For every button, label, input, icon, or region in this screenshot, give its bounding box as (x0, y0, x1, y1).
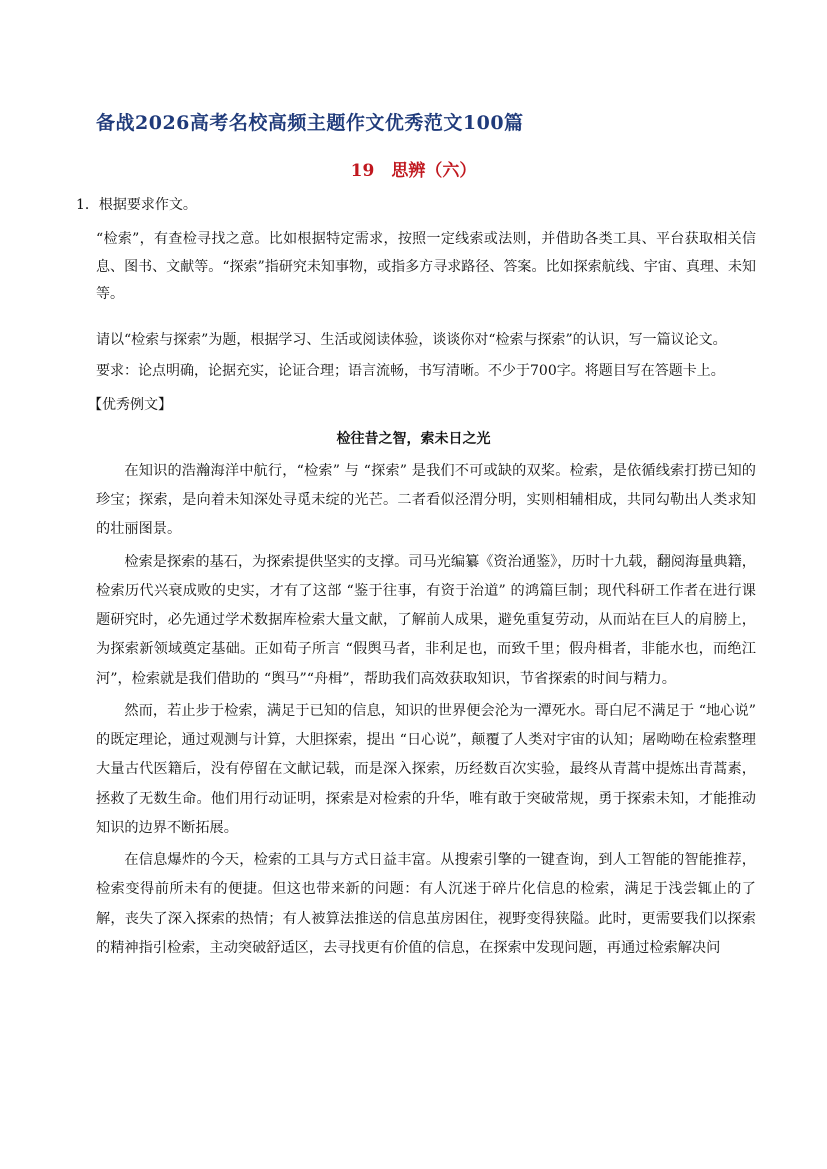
essay-paragraph: 在知识的浩瀚海洋中航行，“检索” 与 “探索” 是我们不可或缺的双桨。检索，是依循线索打捞已知的珍宝；探索，是向着未知深处寻觅未绽的光芒。二者看似泾渭分明，实则相辅相成，共同勾勒出人类求知的壮丽图景。 (96, 463, 756, 538)
essay-paragraph: 在信息爆炸的今天，检索的工具与方式日益丰富。从搜索引擎的一键查询，到人工智能的智能推荐，检索变得前所未有的便捷。但这也带来新的问题：有人沉迷于碎片化信息的检索，满足于浅尝辄止的了解，丧失了深入探索的热情；有人被算法推送的信息茧房困住，视野变得狭隘。此时，更需要我们以探索的精神指引检索，主动突破舒适区，去寻找更有价值的信息，在探索中发现问题，再通过检索解决问 (96, 852, 756, 956)
question-number-line: 1．根据要求作文。 (76, 197, 197, 213)
question-intro (96, 226, 756, 309)
series-title: 备战2026高考名校高频主题作文优秀范文100篇 (96, 112, 524, 134)
essay-paragraph: 检索是探索的基石，为探索提供坚实的支撑。司马光编纂《资治通鉴》，历时十九载，翻阅海量典籍，检索历代兴衰成败的史实，才有了这部 “鉴于往事，有资于治道” 的鸿篇巨制；现代科研工作者在进行课题研究时，必先通过学术数据库检索大量文献，了解前人成果，避免重复劳动，从而站在巨人的肩膀上，为探索新领域奠定基础。正如荀子所言 “假舆马者，非利足也，而致千里；假舟楫者，非能水也，而绝江河”，检索就是我们借助的 “舆马”“舟楫”，帮助我们高效获取知识，节省探索的时间与精力。 (96, 553, 756, 687)
question-requirement: 要求：论点明确，论据充实，论证合理；语言流畅，书写清晰。不少于700字。将题目写在答题卡上。 (96, 363, 725, 379)
question-instruction: 请以“检索与探索”为题，根据学习、生活或阅读体验，谈谈你对“检索与探索”的认识，写一篇议论文。 (96, 332, 727, 348)
essay-paragraph: 然而，若止步于检索，满足于已知的信息，知识的世界便会沦为一潭死水。哥白尼不满足于 “地心说” 的既定理论，通过观测与计算，大胆探索，提出 “日心说”，颠覆了人类对宇宙的认知；屠呦呦在检索整理大量古代医籍后，没有停留在文献记载，而是深入探索，历经数百次实验，最终从青蒿中提炼出青蒿素，拯救了无数生命。他们用行动证明，探索是对检索的升华，唯有敢于突破常规，勇于探索未知，才能推动知识的边界不断拓展。 (96, 703, 756, 836)
essay-title: 检往昔之智，索未日之光 (336, 431, 491, 447)
question-intro-text: “检索”，有查检寻找之意。比如根据特定需求，按照一定线索或法则，并借助各类工具、平台获取相关信息、图书、文献等。“探索”指研究未知事物，或指多方寻求路径、答案。比如探索航线、宇宙、真理、未知等。 (96, 231, 756, 302)
essay-body (96, 457, 756, 966)
section-title: 19 思辨（六） (350, 161, 477, 181)
sample-label: 【优秀例文】 (88, 397, 172, 413)
